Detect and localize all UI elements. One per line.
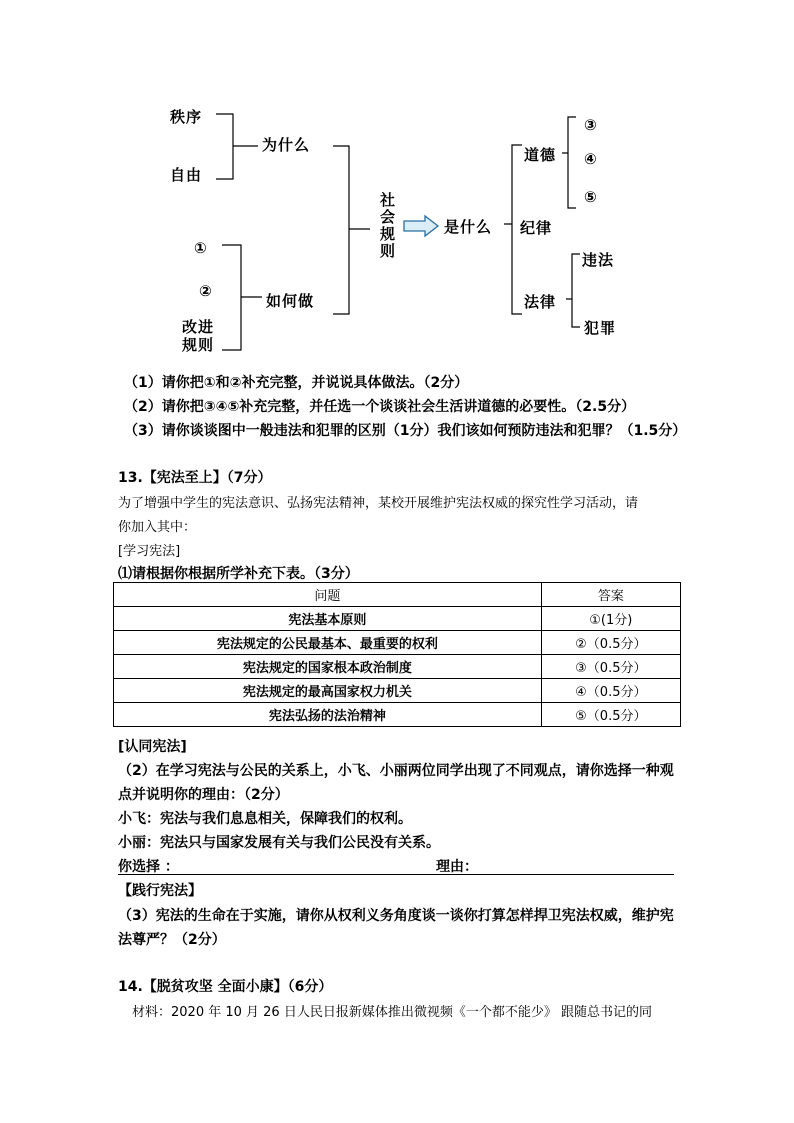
diagram-what-label: 是什么 [444, 218, 493, 236]
table-row [114, 607, 681, 631]
q13-section-identify: [认同宪法] [118, 739, 187, 755]
q12-sub2: （2）请你把③④⑤补充完整，并任选一个谈谈社会生活讲道德的必要性。（2.5分） [124, 399, 636, 415]
answer-underline [118, 874, 674, 875]
diagram-morality-5: ⑤ [584, 188, 598, 206]
q12-sub3: （3）请你谈谈图中一般违法和犯罪的区别（1分）我们该如何预防违法和犯罪？（1.5分） [124, 423, 687, 439]
table-cell-question: 宪法规定的最高国家权力机关 [114, 679, 542, 703]
q13-section-learn: [学习宪法] [118, 544, 181, 559]
table-header-question: 问题 [114, 583, 542, 607]
diagram-what-item-morality: 道德 [524, 146, 557, 164]
diagram-law-violation: 违法 [582, 251, 615, 269]
diagram-lines [0, 0, 794, 360]
constitution-table [113, 582, 681, 727]
diagram-center-label: 社 会 规 则 [380, 191, 397, 260]
diagram-how-item-3: 改进 规则 [182, 318, 215, 354]
q13-title: 13.【宪法至上】（7分） [118, 470, 272, 486]
table-row [114, 631, 681, 655]
diagram-how-label: 如何做 [266, 292, 315, 310]
table-cell-question: 宪法弘扬的法治精神 [114, 703, 542, 727]
table-row [114, 655, 681, 679]
q13-reason-label: 理由： [436, 859, 478, 875]
table-header-answer: 答案 [541, 583, 680, 607]
table-cell-question: 宪法规定的国家根本政治制度 [114, 655, 542, 679]
q14-material: 材料：2020 年 10 月 26 日人民日报新媒体推出微视频《一个都不能少》 跟随总书记的同 [132, 1005, 652, 1020]
table-row [114, 703, 681, 727]
q13-section-practice: 【践行宪法】 [118, 883, 202, 899]
q13-sub2-line2: 点并说明你的理由：（2分） [118, 787, 289, 803]
table-cell-answer: ④（0.5分） [541, 679, 680, 703]
brace-how [222, 245, 262, 350]
diagram-what-item-discipline: 纪律 [520, 219, 553, 237]
q13-choose-label: 你选择 ： [118, 859, 179, 875]
table-cell-answer: ③（0.5分） [541, 655, 680, 679]
diagram-why-item-1: 秩序 [170, 108, 203, 126]
q13-sub1: ⑴请根据你根据所学补充下表。（3分） [118, 566, 359, 582]
diagram-why-label: 为什么 [262, 136, 311, 154]
brace-center [333, 146, 370, 314]
table-cell-question: 宪法规定的公民最基本、最重要的权利 [114, 631, 542, 655]
diagram-morality-3: ③ [584, 116, 598, 134]
diagram-how-item-1: ① [194, 239, 208, 257]
q13-xiaoli-view: 小丽：宪法只与国家发展有关与我们公民没有关系。 [118, 835, 440, 851]
q13-xiaofei-view: 小飞：宪法与我们息息相关，保障我们的权利。 [118, 811, 412, 827]
table-header-row [114, 583, 681, 607]
brace-why [216, 114, 258, 179]
diagram-what-item-law: 法律 [524, 293, 557, 311]
arrow-icon [404, 216, 438, 236]
q13-intro-line1: 为了增强中学生的宪法意识、弘扬宪法精神，某校开展维护宪法权威的探究性学习活动，请 [118, 496, 639, 511]
q13-intro-line2: 你加入其中： [118, 520, 197, 535]
q13-sub2-line1: （2）在学习宪法与公民的关系上，小飞、小丽两位同学出现了不同观点，请你选择一种观 [118, 763, 674, 779]
q14-title: 14.【脱贫攻坚 全面小康】（6分） [118, 979, 333, 995]
q12-sub1: （1）请你把①和②补充完整，并说说具体做法。（2分） [124, 375, 469, 391]
table-cell-answer: ⑤（0.5分） [541, 703, 680, 727]
diagram-why-item-2: 自由 [170, 166, 203, 184]
diagram-law-crime: 犯罪 [584, 319, 617, 337]
brace-morality [562, 117, 576, 208]
diagram-morality-4: ④ [584, 150, 598, 168]
q13-sub3-line2: 法尊严？（2分） [118, 932, 226, 948]
brace-law [566, 254, 580, 327]
diagram-how-item-2: ② [199, 282, 213, 300]
q13-sub3-line1: （3）宪法的生命在于实施，请你从权利义务角度谈一谈你打算怎样捍卫宪法权威，维护宪 [118, 908, 674, 924]
table-cell-answer: ①(1分) [541, 607, 680, 631]
table-cell-question: 宪法基本原则 [114, 607, 542, 631]
table-cell-answer: ②（0.5分） [541, 631, 680, 655]
table-row [114, 679, 681, 703]
